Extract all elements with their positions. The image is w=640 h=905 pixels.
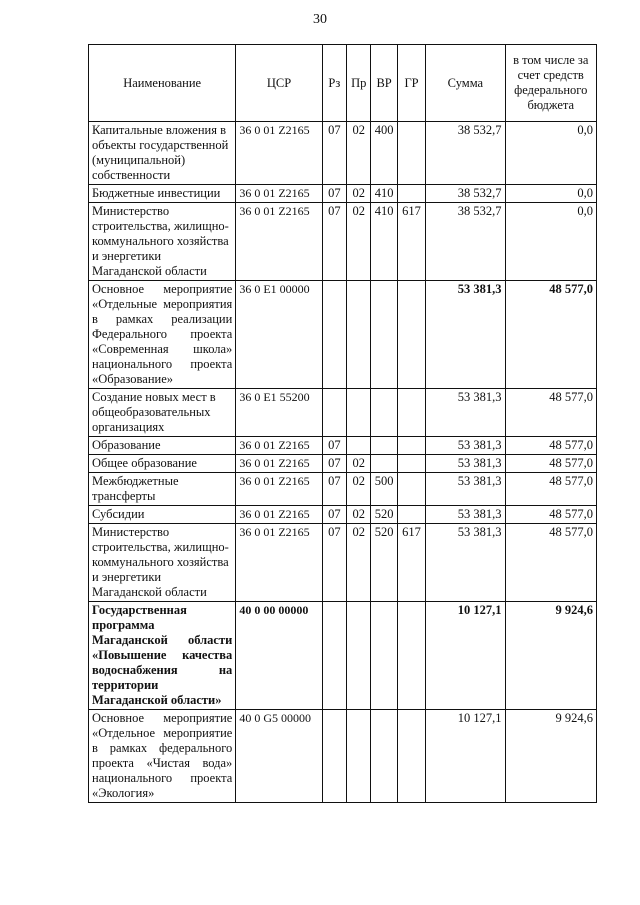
- table-row: [89, 122, 597, 185]
- row-csr: 36 0 01 Z2165: [236, 203, 322, 281]
- row-csr: 36 0 01 Z2165: [236, 437, 322, 455]
- row-name: Образование: [89, 437, 236, 455]
- row-vr: 520: [371, 506, 397, 524]
- row-vr: [371, 437, 397, 455]
- row-pr: [347, 389, 371, 437]
- row-name: Капитальные вложения в объекты государственной (муниципальной) собственности: [89, 122, 236, 185]
- row-sum: 53 381,3: [426, 281, 505, 389]
- row-rz: 07: [322, 506, 346, 524]
- row-gr: [397, 473, 425, 506]
- row-rz: [322, 710, 346, 803]
- row-pr: 02: [347, 185, 371, 203]
- row-name: Межбюджетные трансферты: [89, 473, 236, 506]
- row-pr: 02: [347, 203, 371, 281]
- row-rz: 07: [322, 473, 346, 506]
- row-pr: [347, 281, 371, 389]
- table-row: [89, 203, 597, 281]
- row-csr: 36 0 01 Z2165: [236, 524, 322, 602]
- row-csr: 36 0 E1 55200: [236, 389, 322, 437]
- table-row-program: [89, 602, 597, 710]
- budget-table: [88, 44, 597, 803]
- row-pr: [347, 437, 371, 455]
- row-rz: 07: [322, 185, 346, 203]
- row-rz: [322, 281, 346, 389]
- header-sum: Сумма: [426, 45, 505, 122]
- row-sum: 53 381,3: [426, 524, 505, 602]
- row-sum: 53 381,3: [426, 455, 505, 473]
- row-sum: 38 532,7: [426, 203, 505, 281]
- table-header-row: [89, 45, 597, 122]
- row-gr: [397, 185, 425, 203]
- header-pr: Пр: [347, 45, 371, 122]
- header-rz: Рз: [322, 45, 346, 122]
- row-gr: [397, 455, 425, 473]
- row-name: Министерство строительства, жилищно-коммунального хозяйства и энергетики Магаданской области: [89, 203, 236, 281]
- row-vr: [371, 602, 397, 710]
- row-sum: 53 381,3: [426, 473, 505, 506]
- row-sum: 53 381,3: [426, 506, 505, 524]
- row-csr: 36 0 E1 00000: [236, 281, 322, 389]
- header-vr: ВР: [371, 45, 397, 122]
- row-pr: [347, 602, 371, 710]
- header-gr: ГР: [397, 45, 425, 122]
- row-rz: 07: [322, 524, 346, 602]
- row-federal: 9 924,6: [505, 710, 597, 803]
- row-csr: 36 0 01 Z2165: [236, 506, 322, 524]
- row-rz: [322, 389, 346, 437]
- table-row: [89, 524, 597, 602]
- row-rz: 07: [322, 455, 346, 473]
- row-federal: 0,0: [505, 185, 597, 203]
- row-pr: 02: [347, 473, 371, 506]
- row-rz: 07: [322, 203, 346, 281]
- row-sum: 38 532,7: [426, 185, 505, 203]
- row-vr: [371, 455, 397, 473]
- row-name: Общее образование: [89, 455, 236, 473]
- table-row: [89, 389, 597, 437]
- row-pr: 02: [347, 455, 371, 473]
- row-federal: 48 577,0: [505, 473, 597, 506]
- table-row: [89, 185, 597, 203]
- table-row: [89, 506, 597, 524]
- row-csr: 40 0 G5 00000: [236, 710, 322, 803]
- row-name: Государственная программа Магаданской области «Повышение качества водоснабжения на территории Магаданской области»: [89, 602, 236, 710]
- row-gr: [397, 506, 425, 524]
- row-name: Министерство строительства, жилищно-коммунального хозяйства и энергетики Магаданской области: [89, 524, 236, 602]
- row-federal: 0,0: [505, 122, 597, 185]
- page-number: 30: [313, 12, 327, 27]
- row-sum: 53 381,3: [426, 437, 505, 455]
- row-federal: 0,0: [505, 203, 597, 281]
- row-federal: 48 577,0: [505, 524, 597, 602]
- row-vr: 520: [371, 524, 397, 602]
- row-federal: 48 577,0: [505, 389, 597, 437]
- row-name: Основное мероприятие «Отдельные мероприятия в рамках реализации Федерального проекта «Современная школа» национального проекта «Образование»: [89, 281, 236, 389]
- row-gr: [397, 122, 425, 185]
- row-name: Бюджетные инвестиции: [89, 185, 236, 203]
- row-csr: 40 0 00 00000: [236, 602, 322, 710]
- row-name: Субсидии: [89, 506, 236, 524]
- table-row: [89, 281, 597, 389]
- row-csr: 36 0 01 Z2165: [236, 122, 322, 185]
- row-csr: 36 0 01 Z2165: [236, 473, 322, 506]
- row-rz: [322, 602, 346, 710]
- table-row: [89, 473, 597, 506]
- row-vr: 410: [371, 203, 397, 281]
- row-vr: [371, 281, 397, 389]
- row-pr: [347, 710, 371, 803]
- header-csr: ЦСР: [236, 45, 322, 122]
- row-gr: [397, 602, 425, 710]
- row-vr: [371, 389, 397, 437]
- row-gr: 617: [397, 524, 425, 602]
- row-rz: 07: [322, 437, 346, 455]
- row-vr: 400: [371, 122, 397, 185]
- row-gr: [397, 389, 425, 437]
- row-federal: 9 924,6: [505, 602, 597, 710]
- row-sum: 38 532,7: [426, 122, 505, 185]
- row-csr: 36 0 01 Z2165: [236, 185, 322, 203]
- row-sum: 10 127,1: [426, 602, 505, 710]
- table-row: [89, 455, 597, 473]
- row-gr: [397, 710, 425, 803]
- header-federal: в том числе за счет средств федерального бюджета: [505, 45, 597, 122]
- row-federal: 48 577,0: [505, 281, 597, 389]
- row-csr: 36 0 01 Z2165: [236, 455, 322, 473]
- row-rz: 07: [322, 122, 346, 185]
- header-name: Наименование: [89, 45, 236, 122]
- row-gr: [397, 281, 425, 389]
- row-sum: 53 381,3: [426, 389, 505, 437]
- table-row: [89, 710, 597, 803]
- row-gr: [397, 437, 425, 455]
- row-name: Создание новых мест в общеобразовательных организациях: [89, 389, 236, 437]
- row-sum: 10 127,1: [426, 710, 505, 803]
- row-federal: 48 577,0: [505, 506, 597, 524]
- table-row: [89, 437, 597, 455]
- row-name: Основное мероприятие «Отдельное мероприятие в рамках федерального проекта «Чистая вода» национального проекта «Экология»: [89, 710, 236, 803]
- row-federal: 48 577,0: [505, 437, 597, 455]
- row-pr: 02: [347, 524, 371, 602]
- row-gr: 617: [397, 203, 425, 281]
- row-vr: 500: [371, 473, 397, 506]
- row-vr: 410: [371, 185, 397, 203]
- row-vr: [371, 710, 397, 803]
- row-pr: 02: [347, 122, 371, 185]
- row-pr: 02: [347, 506, 371, 524]
- row-federal: 48 577,0: [505, 455, 597, 473]
